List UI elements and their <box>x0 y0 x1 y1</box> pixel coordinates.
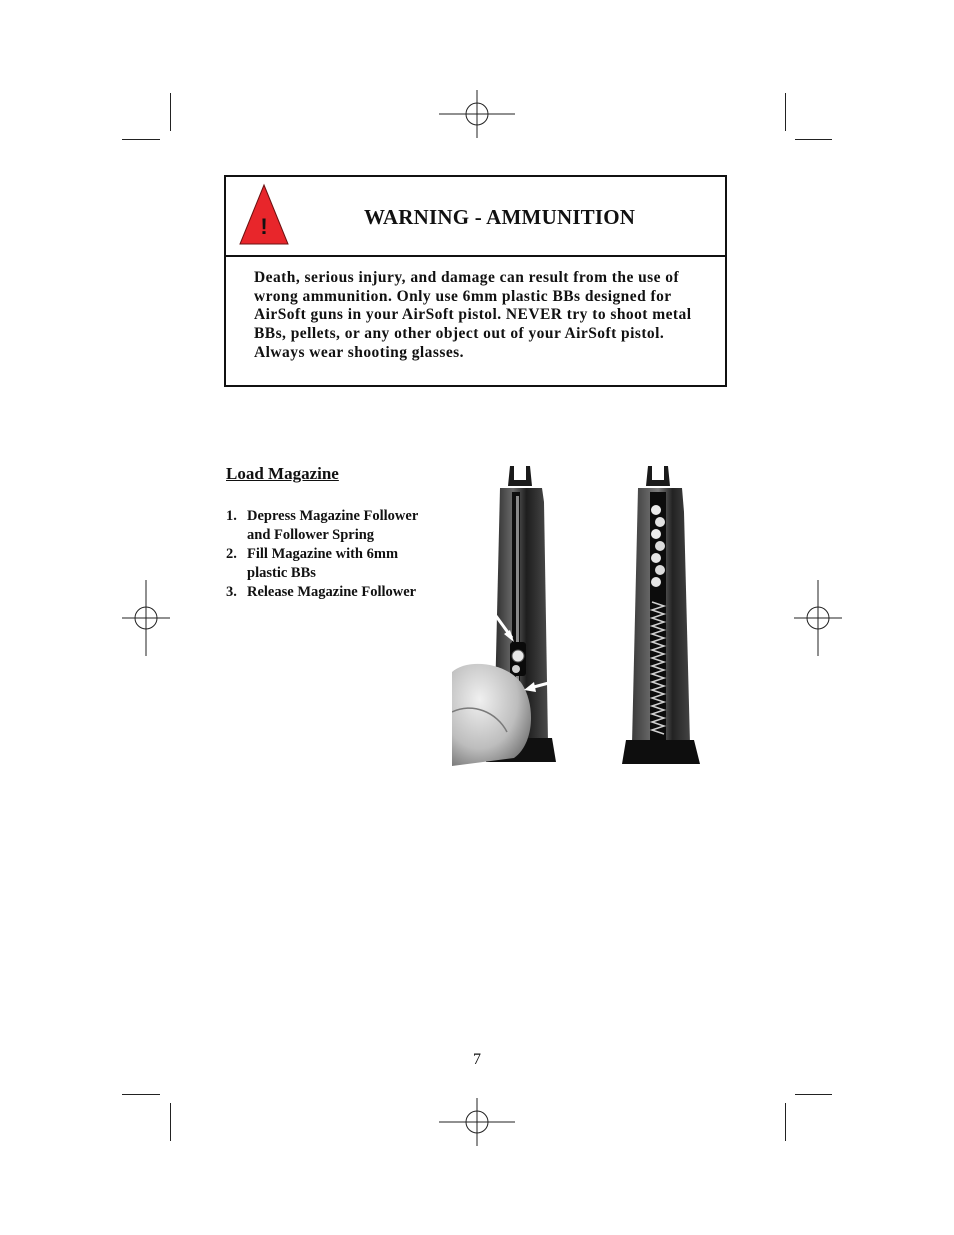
crop-mark <box>795 139 832 140</box>
section-title: Load Magazine <box>226 464 339 483</box>
step-text: Depress Magazine Follower and Follower Spring <box>247 508 419 543</box>
magazine-pressed-photo <box>452 462 562 766</box>
crop-mark <box>795 1094 832 1095</box>
registration-mark-icon <box>439 1098 515 1146</box>
step-text: Release Magazine Follower <box>247 584 417 600</box>
crop-mark <box>170 93 171 131</box>
step-item <box>226 507 418 545</box>
step-number: 1. <box>226 508 237 524</box>
warning-triangle-icon <box>238 183 290 247</box>
step-item <box>226 545 418 583</box>
magazine-loaded-photo <box>622 462 714 770</box>
registration-mark-icon <box>439 90 515 138</box>
crop-mark <box>785 1103 786 1141</box>
page-number: 7 <box>473 1051 481 1068</box>
registration-mark-icon <box>122 580 170 656</box>
step-number: 2. <box>226 546 237 562</box>
crop-mark <box>122 139 160 140</box>
warning-box <box>224 175 727 387</box>
instruction-steps <box>226 507 418 602</box>
warning-exclamation-icon: ! <box>260 214 268 239</box>
crop-mark <box>122 1094 160 1095</box>
warning-title: WARNING - AMMUNITION <box>364 205 636 229</box>
crop-mark <box>170 1103 171 1141</box>
step-item <box>226 583 418 602</box>
crop-mark <box>785 93 786 131</box>
registration-mark-icon <box>794 580 842 656</box>
warning-header <box>226 177 725 257</box>
step-number: 3. <box>226 584 237 600</box>
warning-text: Death, serious injury, and damage can result from the use of wrong ammunition. Only use 6mm plastic BBs designed for AirSoft guns in your AirSoft pistol. NEVER try to shoot metal BBs, pellets, or any other object out of your AirSoft pistol. Always wear shooting glasses. <box>254 269 692 361</box>
step-text: Fill Magazine with 6mm plastic BBs <box>247 546 399 581</box>
